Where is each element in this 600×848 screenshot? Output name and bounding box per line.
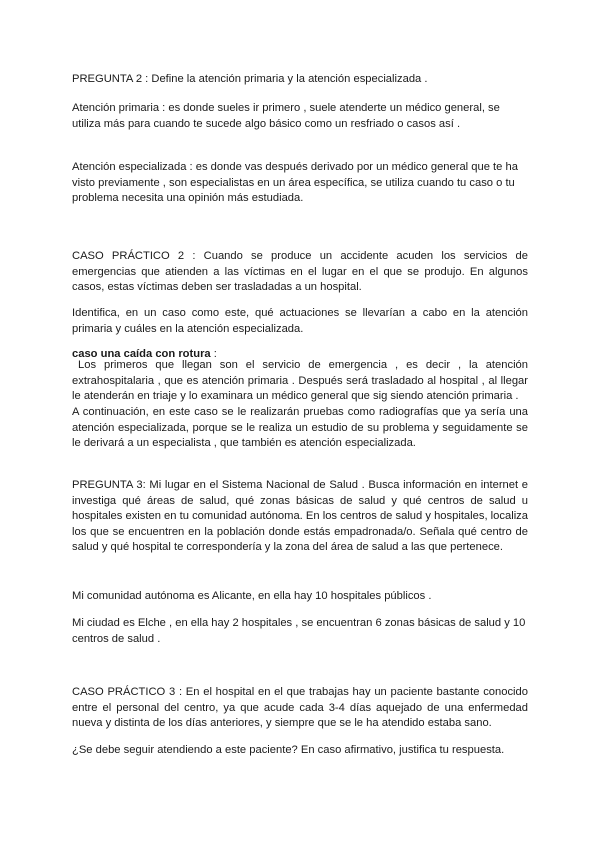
caso2-question: Identifica, en un caso como este, qué actuaciones se llevarían a cabo en la atención primaria y cuáles en la atención especializada. — [72, 307, 528, 335]
q3-answer-comunidad: Mi comunidad autónoma es Alicante, en ella hay 10 hospitales públicos . — [72, 590, 432, 602]
caso2-answer-p1: Los primeros que llegan son el servicio de emergencia , es decir , la atención extrahospitalaria , que es atención primaria . Después será trasladado al hospital , al llegar le atenderán en triaje y lo examinara un médico general que sig siendo atención primaria . — [72, 359, 528, 403]
q2-title: PREGUNTA 2 : Define la atención primaria y la atención especializada . — [72, 73, 428, 85]
caso2-subtitle-bold: caso una caída con rotura — [72, 348, 211, 360]
q2-especializada-answer: Atención especializada : es donde vas después derivado por un médico general que te ha visto previamente , son especialistas en un área específica, se utiliza cuando tu caso o tu problema necesita una opinión más estudiada. — [72, 161, 518, 205]
caso3-intro: CASO PRÁCTICO 3 : En el hospital en el que trabajas hay un paciente bastante conocido entre el personal del centro, ya que acude cada 3-4 días aquejado de una enfermedad nueva y distinta de los días anteriores, y siempre que se le ha atendido estaba sano. — [72, 686, 528, 730]
caso3-question: ¿Se debe seguir atendiendo a este paciente? En caso afirmativo, justifica tu respuesta. — [72, 744, 505, 756]
caso2-subtitle-colon: : — [210, 348, 217, 360]
caso2-answer-p2: A continuación, en este caso se le realizarán pruebas como radiografías que ya sería una atención especializada, porque se le realiza un estudio de su problema y seguidamente se le derivará a un especialista , que también es atención especializada. — [72, 406, 528, 450]
q3-answer-ciudad: Mi ciudad es Elche , en ella hay 2 hospitales , se encuentran 6 zonas básicas de salud y 10 centros de salud . — [72, 617, 526, 645]
caso2-intro: CASO PRÁCTICO 2 : Cuando se produce un accidente acuden los servicios de emergencias que atienden a las víctimas en el lugar en el que se produjo. En algunos casos, estas víctimas deben ser trasladadas a un hospital. — [72, 250, 528, 294]
q2-primaria-answer: Atención primaria : es donde sueles ir primero , suele atenderte un médico general, se utiliza más para cuando te sucede algo básico como un resfriado o casos así . — [72, 102, 500, 130]
q3-text: PREGUNTA 3: Mi lugar en el Sistema Nacional de Salud . Busca información en internet e investiga qué áreas de salud, qué zonas básicas de salud y qué centros de salud u hospitales existen en tu comunidad autónoma. En los centros de salud y hospitales, localiza los que se encuentren en la población donde estás empadronada/o. Señala qué centro de salud y qué hospital te correspondería y la zona del área de salud a las que pertenece. — [72, 479, 528, 554]
